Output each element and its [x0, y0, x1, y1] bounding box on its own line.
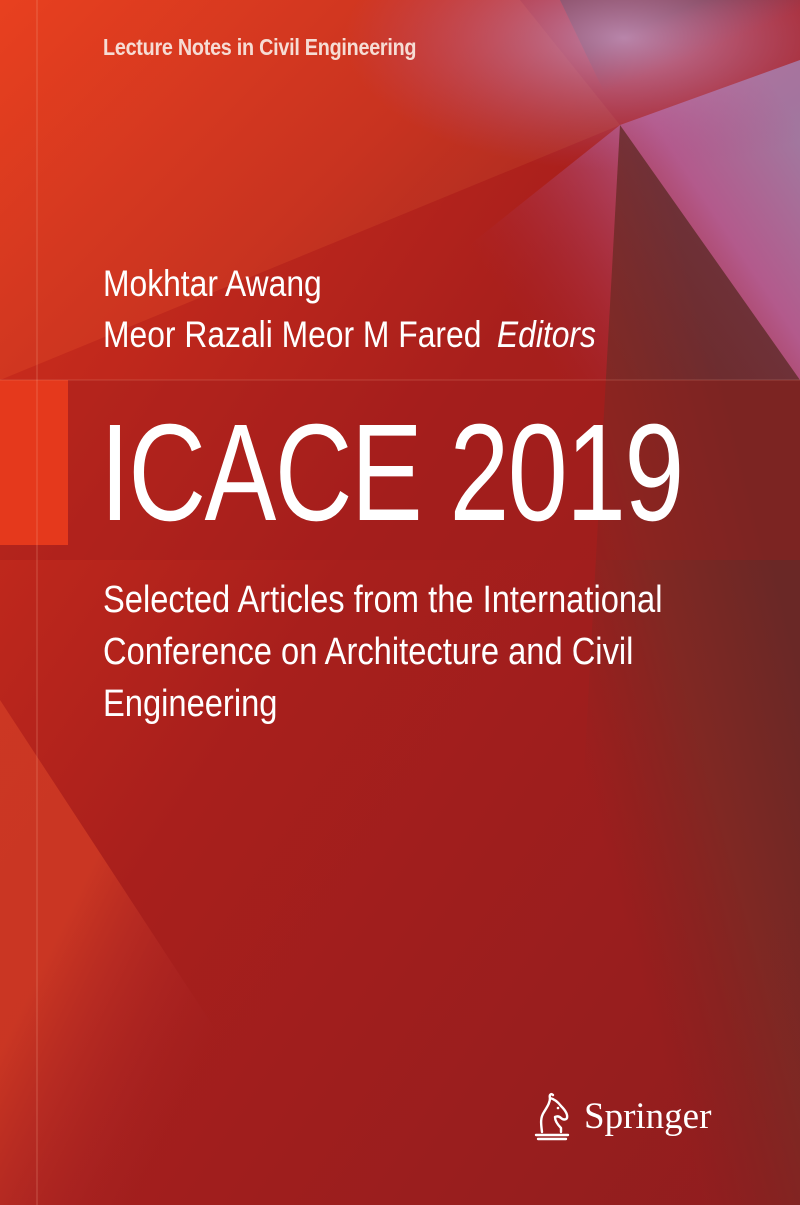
springer-horse-icon [528, 1088, 580, 1144]
editor-name: Mokhtar Awang [103, 263, 322, 304]
subtitle-line: Conference on Architecture and Civil [103, 631, 634, 673]
editors-block [103, 258, 596, 360]
publisher-name: Springer [584, 1095, 712, 1137]
subtitle-line: Selected Articles from the International [103, 579, 663, 621]
editors-role-label: Editors [496, 314, 596, 355]
series-title: Lecture Notes in Civil Engineering [103, 34, 417, 60]
book-title: ICACE 2019 [100, 396, 683, 550]
subtitle-line: Engineering [103, 683, 278, 725]
editor-name: Meor Razali Meor M Fared [103, 314, 482, 355]
book-subtitle [103, 574, 705, 730]
publisher-logo [528, 1086, 711, 1146]
accent-block [0, 380, 68, 545]
